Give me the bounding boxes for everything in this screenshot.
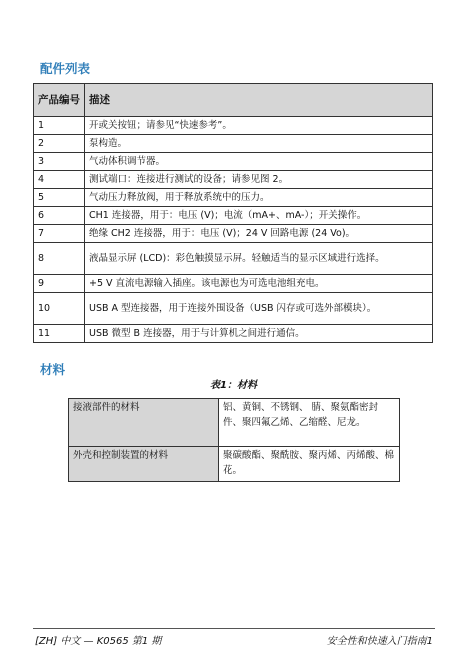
table-row bbox=[34, 325, 433, 343]
parts-table bbox=[33, 83, 433, 343]
part-number: 7 bbox=[34, 225, 85, 243]
table-row bbox=[34, 171, 433, 189]
materials-table bbox=[68, 398, 400, 482]
materials-heading: 材料 bbox=[40, 362, 66, 377]
materials-table-caption: 表1：材料 bbox=[210, 380, 257, 391]
part-description: 开或关按钮；请参见“快速参考”。 bbox=[85, 117, 433, 135]
table-row bbox=[34, 243, 433, 275]
part-description: 气动体积调节器。 bbox=[85, 153, 433, 171]
footer-document-id: [ZH] 中文 — K0565 第1 期 bbox=[35, 636, 162, 647]
material-label: 接液部件的材料 bbox=[69, 399, 219, 447]
header-number: 产品编号 bbox=[34, 84, 85, 117]
part-description: 气动压力释放阀，用于释放系统中的压力。 bbox=[85, 189, 433, 207]
table-row bbox=[34, 153, 433, 171]
header-description: 描述 bbox=[85, 84, 433, 117]
table-row bbox=[34, 275, 433, 293]
part-description: USB A 型连接器，用于连接外围设备（USB 闪存或可选外部模块）。 bbox=[85, 293, 433, 325]
part-number: 9 bbox=[34, 275, 85, 293]
footer-divider bbox=[33, 628, 435, 629]
table-row bbox=[34, 207, 433, 225]
table-row bbox=[34, 117, 433, 135]
parts-list-heading: 配件列表 bbox=[40, 61, 91, 76]
part-number: 2 bbox=[34, 135, 85, 153]
material-value: 铝、黄铜、不锈钢、 腈、聚氨酯密封件、聚四氟乙烯、乙缩醛、尼龙。 bbox=[219, 399, 400, 447]
part-description: 测试端口：连接进行测试的设备；请参见图 2。 bbox=[85, 171, 433, 189]
part-description: CH1 连接器，用于：电压 (V)；电流（mA+、mA-）；开关操作。 bbox=[85, 207, 433, 225]
table-row bbox=[69, 399, 400, 447]
part-description: +5 V 直流电源输入插座。该电源也为可选电池组充电。 bbox=[85, 275, 433, 293]
part-number: 6 bbox=[34, 207, 85, 225]
part-number: 3 bbox=[34, 153, 85, 171]
part-number: 5 bbox=[34, 189, 85, 207]
material-value: 聚碳酸酯、聚酰胺、聚丙烯、丙烯酸、棉花。 bbox=[219, 447, 400, 482]
part-number: 4 bbox=[34, 171, 85, 189]
part-number: 8 bbox=[34, 243, 85, 275]
part-number: 10 bbox=[34, 293, 85, 325]
table-row bbox=[34, 293, 433, 325]
table-row bbox=[34, 135, 433, 153]
table-row bbox=[34, 225, 433, 243]
part-number: 1 bbox=[34, 117, 85, 135]
parts-table-header bbox=[34, 84, 433, 117]
table-row bbox=[34, 189, 433, 207]
part-description: USB 微型 B 连接器，用于与计算机之间进行通信。 bbox=[85, 325, 433, 343]
footer-page-title: 安全性和快速入门指南1 bbox=[326, 636, 433, 647]
part-description: 液晶显示屏 (LCD)：彩色触摸显示屏。轻触适当的显示区域进行选择。 bbox=[85, 243, 433, 275]
material-label: 外壳和控制装置的材料 bbox=[69, 447, 219, 482]
table-row bbox=[69, 447, 400, 482]
part-number: 11 bbox=[34, 325, 85, 343]
part-description: 绝缘 CH2 连接器，用于：电压 (V)；24 V 回路电源 (24 Vo)。 bbox=[85, 225, 433, 243]
part-description: 泵构造。 bbox=[85, 135, 433, 153]
